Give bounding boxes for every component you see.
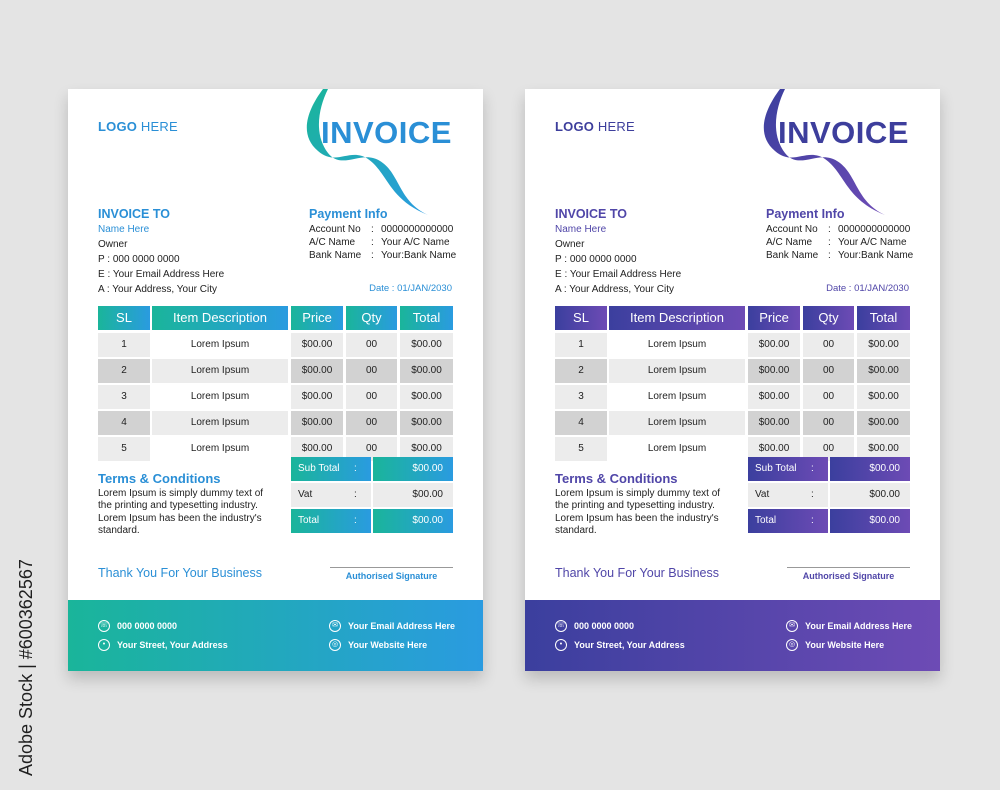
swoosh-decoration [288, 89, 488, 219]
column-header: Qty [346, 306, 397, 330]
logo-text [98, 119, 178, 134]
table-cell: Lorem Ipsum [152, 437, 288, 461]
signature-line [787, 567, 910, 568]
summary-label [291, 509, 371, 533]
table-cell: $00.00 [400, 359, 453, 383]
phone-icon: ☏ [555, 620, 567, 632]
table-cell: $00.00 [400, 333, 453, 357]
table-cell: 00 [803, 437, 854, 461]
table-cell: $00.00 [748, 437, 800, 461]
swoosh-path [764, 89, 885, 215]
thank-you-text: Thank You For Your Business [555, 566, 720, 580]
table-cell: 00 [346, 333, 397, 357]
payment-label: A/C Name [309, 237, 356, 248]
email-icon: ✉ [786, 620, 798, 632]
client-role: Owner [98, 239, 128, 250]
column-header: Total [400, 306, 453, 330]
payment-row [766, 224, 910, 235]
table-cell: 1 [555, 333, 607, 357]
payment-row [309, 250, 456, 261]
payment-info-heading: Payment Info [309, 207, 388, 221]
summary-sep: : [354, 489, 357, 500]
summary-label-text: Total [298, 515, 320, 526]
payment-value: 0000000000000 [381, 224, 454, 235]
column-header: Item Description [152, 306, 288, 330]
payment-value: Your:Bank Name [838, 250, 914, 261]
table-cell: $00.00 [857, 359, 910, 383]
table-cell: 1 [98, 333, 150, 357]
summary-label [291, 457, 371, 481]
table-cell: $00.00 [748, 359, 800, 383]
table-cell: Lorem Ipsum [609, 385, 745, 409]
column-header: SL [98, 306, 150, 330]
table-cell: $00.00 [400, 437, 453, 461]
payment-sep: : [371, 237, 374, 248]
summary-sep: : [811, 515, 814, 526]
table-cell: Lorem Ipsum [152, 411, 288, 435]
table-cell: $00.00 [857, 385, 910, 409]
payment-label: A/C Name [766, 237, 813, 248]
invoice-date: Date : 01/JAN/2030 [369, 283, 452, 294]
table-cell: $00.00 [400, 411, 453, 435]
terms-heading: Terms & Conditions [98, 471, 221, 486]
swoosh-decoration [745, 89, 945, 219]
table-cell: Lorem Ipsum [152, 359, 288, 383]
summary-value: $00.00 [373, 483, 453, 507]
client-name: Name Here [98, 224, 150, 235]
table-cell: $00.00 [291, 359, 343, 383]
table-cell: 4 [98, 411, 150, 435]
summary-label [291, 483, 371, 507]
payment-sep: : [828, 237, 831, 248]
payment-value: Your:Bank Name [381, 250, 457, 261]
payment-sep: : [828, 224, 831, 235]
table-cell: $00.00 [857, 333, 910, 357]
table-cell: 00 [803, 333, 854, 357]
table-cell: Lorem Ipsum [609, 359, 745, 383]
footer-website: Your Website Here [348, 640, 428, 650]
table-cell: $00.00 [291, 385, 343, 409]
payment-label: Bank Name [766, 250, 819, 261]
stock-id-label: Adobe Stock | #600362567 [16, 559, 36, 776]
summary-sep: : [811, 489, 814, 500]
payment-value: Your A/C Name [381, 237, 450, 248]
table-cell: 00 [346, 437, 397, 461]
table-cell: 4 [555, 411, 607, 435]
globe-icon: ◎ [329, 639, 341, 651]
summary-sep: : [811, 463, 814, 474]
payment-sep: : [371, 250, 374, 261]
client-email: E : Your Email Address Here [98, 269, 225, 280]
signature-line [330, 567, 453, 568]
payment-label: Account No [309, 224, 361, 235]
logo-light: HERE [597, 119, 635, 134]
payment-value: Your A/C Name [838, 237, 907, 248]
table-cell: Lorem Ipsum [609, 411, 745, 435]
table-cell: $00.00 [748, 411, 800, 435]
terms-heading: Terms & Conditions [555, 471, 678, 486]
payment-info-heading: Payment Info [766, 207, 845, 221]
client-phone: P : 000 0000 0000 [98, 254, 180, 265]
client-role: Owner [555, 239, 585, 250]
table-cell: Lorem Ipsum [152, 333, 288, 357]
location-icon: • [98, 639, 110, 651]
column-header: Price [291, 306, 343, 330]
phone-icon: ☏ [98, 620, 110, 632]
client-address: A : Your Address, Your City [98, 284, 217, 295]
table-cell: 00 [803, 411, 854, 435]
logo-bold: LOGO [555, 119, 595, 134]
swoosh-path [307, 89, 428, 215]
table-cell: $00.00 [857, 437, 910, 461]
table-cell: $00.00 [291, 437, 343, 461]
summary-value: $00.00 [830, 509, 910, 533]
summary-label-text: Sub Total [298, 463, 340, 474]
table-cell: $00.00 [400, 385, 453, 409]
invoice-date: Date : 01/JAN/2030 [826, 283, 909, 294]
payment-row [766, 237, 907, 248]
footer-phone: 000 0000 0000 [117, 621, 178, 631]
footer-email: Your Email Address Here [805, 621, 913, 631]
table-cell: $00.00 [748, 385, 800, 409]
client-phone: P : 000 0000 0000 [555, 254, 637, 265]
summary-sep: : [354, 463, 357, 474]
footer-band [525, 600, 940, 671]
terms-text: Lorem Ipsum is simply dummy text of the printing and typesetting industry. Lorem Ipsum has been the industry's standard. [555, 488, 721, 536]
invoice-to-heading: INVOICE TO [555, 207, 628, 221]
footer-band [68, 600, 483, 671]
table-cell: $00.00 [857, 411, 910, 435]
footer-address: Your Street, Your Address [574, 640, 685, 650]
column-header: Total [857, 306, 910, 330]
summary-sep: : [354, 515, 357, 526]
authorised-signature: Authorised Signature [802, 571, 895, 581]
payment-sep: : [371, 224, 374, 235]
payment-value: 0000000000000 [838, 224, 911, 235]
invoice-title: INVOICE [778, 115, 909, 150]
logo-text [555, 119, 635, 134]
column-header: Price [748, 306, 800, 330]
client-name: Name Here [555, 224, 607, 235]
table-cell: Lorem Ipsum [609, 437, 745, 461]
footer-phone: 000 0000 0000 [574, 621, 635, 631]
thank-you-text: Thank You For Your Business [98, 566, 263, 580]
location-icon: • [555, 639, 567, 651]
summary-value: $00.00 [373, 509, 453, 533]
payment-row [766, 250, 913, 261]
globe-icon: ◎ [786, 639, 798, 651]
email-icon: ✉ [329, 620, 341, 632]
logo-light: HERE [140, 119, 178, 134]
table-cell: $00.00 [291, 333, 343, 357]
payment-row [309, 237, 450, 248]
table-cell: 5 [98, 437, 150, 461]
summary-label-text: Vat [755, 489, 770, 500]
summary-value: $00.00 [830, 483, 910, 507]
payment-row [309, 224, 453, 235]
table-cell: Lorem Ipsum [609, 333, 745, 357]
table-cell: 00 [346, 385, 397, 409]
summary-value: $00.00 [830, 457, 910, 481]
table-cell: 00 [346, 411, 397, 435]
summary-label-text: Vat [298, 489, 313, 500]
footer-address: Your Street, Your Address [117, 640, 228, 650]
table-cell: 00 [803, 385, 854, 409]
payment-label: Account No [766, 224, 818, 235]
authorised-signature: Authorised Signature [345, 571, 438, 581]
table-cell: 3 [98, 385, 150, 409]
invoice-to-heading: INVOICE TO [98, 207, 171, 221]
invoice-title: INVOICE [321, 115, 452, 150]
table-cell: $00.00 [748, 333, 800, 357]
table-cell: 2 [555, 359, 607, 383]
summary-label-text: Total [755, 515, 777, 526]
table-cell: 3 [555, 385, 607, 409]
column-header: Qty [803, 306, 854, 330]
terms-text: Lorem Ipsum is simply dummy text of the printing and typesetting industry. Lorem Ipsum has been the industry's standard. [98, 488, 264, 536]
summary-label [748, 509, 828, 533]
payment-sep: : [828, 250, 831, 261]
table-cell: 00 [346, 359, 397, 383]
summary-label [748, 483, 828, 507]
invoice-sheet-teal [68, 89, 483, 671]
client-email: E : Your Email Address Here [555, 269, 682, 280]
table-cell: 5 [555, 437, 607, 461]
column-header: Item Description [609, 306, 745, 330]
summary-value: $00.00 [373, 457, 453, 481]
table-cell: Lorem Ipsum [152, 385, 288, 409]
table-cell: $00.00 [291, 411, 343, 435]
summary-label [748, 457, 828, 481]
table-cell: 2 [98, 359, 150, 383]
summary-label-text: Sub Total [755, 463, 797, 474]
footer-website: Your Website Here [805, 640, 885, 650]
invoice-sheet-purple [525, 89, 940, 671]
column-header: SL [555, 306, 607, 330]
footer-email: Your Email Address Here [348, 621, 456, 631]
logo-bold: LOGO [98, 119, 138, 134]
payment-label: Bank Name [309, 250, 362, 261]
table-cell: 00 [803, 359, 854, 383]
client-address: A : Your Address, Your City [555, 284, 674, 295]
